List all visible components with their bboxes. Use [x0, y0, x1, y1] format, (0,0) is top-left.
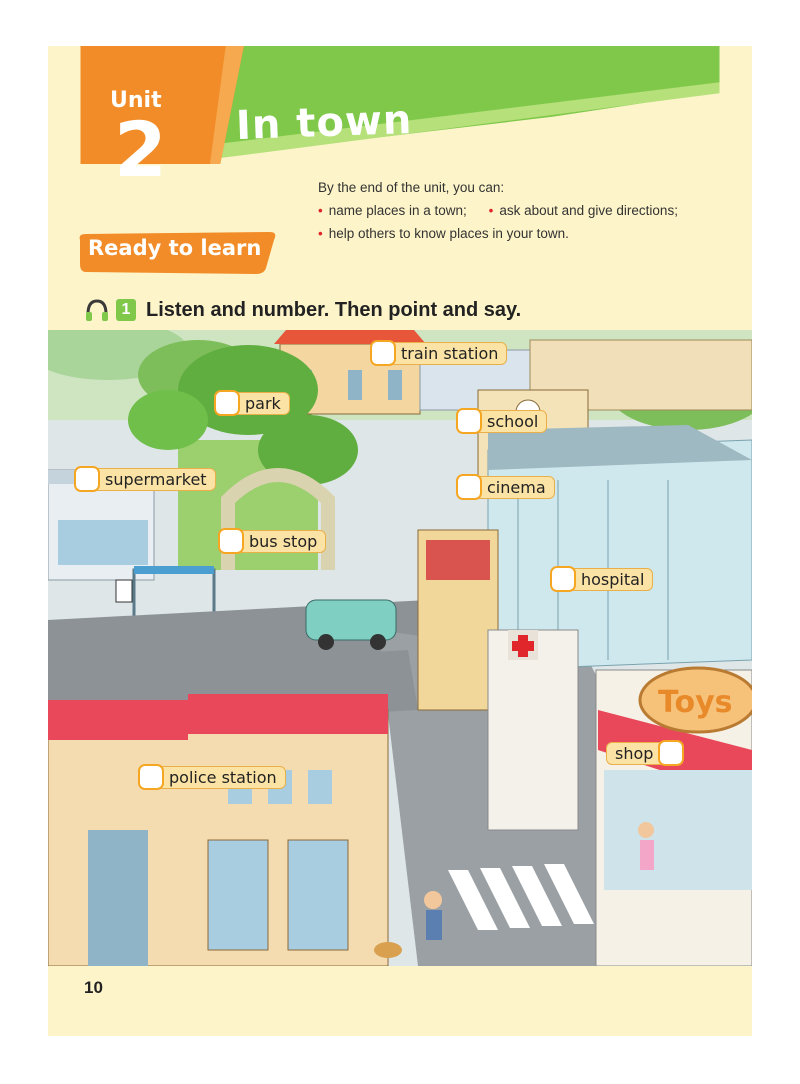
number-box[interactable]: [370, 340, 396, 366]
bullet-icon: •: [488, 203, 494, 218]
objective-item: ask about and give directions;: [499, 203, 678, 218]
town-illustration: [48, 330, 752, 966]
unit-number: 2: [114, 105, 167, 194]
number-box[interactable]: [74, 466, 100, 492]
number-box[interactable]: [218, 528, 244, 554]
place-label: police station: [154, 766, 286, 789]
number-box[interactable]: [550, 566, 576, 592]
number-box[interactable]: [214, 390, 240, 416]
label-hospital: [550, 566, 653, 592]
label-park: [214, 390, 290, 416]
activity-header: [84, 298, 521, 322]
unit-label: Unit: [110, 88, 162, 113]
place-label: supermarket: [90, 468, 216, 491]
section-label: Ready to learn: [88, 236, 262, 260]
objective-item: help others to know places in your town.: [328, 226, 569, 241]
objectives-intro: By the end of the unit, you can:: [318, 180, 505, 195]
place-label: cinema: [472, 476, 555, 499]
label-train-station: [370, 340, 507, 366]
place-label: shop: [606, 742, 668, 765]
number-box[interactable]: [658, 740, 684, 766]
place-label: hospital: [566, 568, 653, 591]
bullet-icon: •: [318, 203, 323, 218]
headphones-icon: [84, 298, 110, 322]
label-police-station: [138, 764, 286, 790]
textbook-page: [48, 46, 752, 1036]
number-box[interactable]: [138, 764, 164, 790]
unit-title: In town: [235, 96, 414, 150]
place-label: train station: [386, 342, 507, 365]
label-school: [456, 408, 547, 434]
label-shop: [606, 740, 684, 766]
activity-number: 1: [116, 299, 136, 321]
place-label: park: [230, 392, 290, 415]
label-bus-stop: [218, 528, 326, 554]
bullet-icon: •: [318, 226, 323, 241]
label-cinema: [456, 474, 555, 500]
activity-instruction: Listen and number. Then point and say.: [146, 298, 522, 321]
number-box[interactable]: [456, 408, 482, 434]
place-label: bus stop: [234, 530, 326, 553]
toys-sign: Toys: [658, 685, 733, 720]
page-number: 10: [84, 978, 103, 997]
objectives: [318, 176, 678, 245]
number-box[interactable]: [456, 474, 482, 500]
place-label: school: [472, 410, 547, 433]
objective-item: name places in a town;: [328, 203, 467, 218]
label-supermarket: [74, 466, 216, 492]
